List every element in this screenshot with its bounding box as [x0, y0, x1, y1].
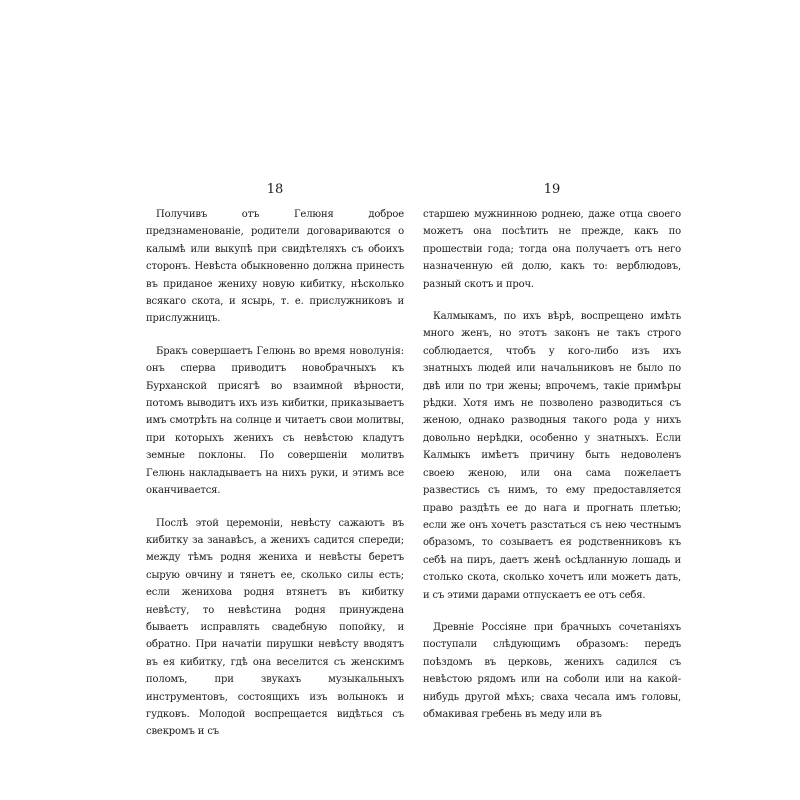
- right-page: [423, 183, 681, 723]
- right-page-body: [423, 206, 681, 723]
- page-number-right: 19: [543, 182, 561, 197]
- paragraph: Древніе Россіяне при брачныхъ сочетаніяхъ поступали слѣдующимъ образомъ: передъ поѣздомъ въ церковь, женихъ садился съ невѣстою рядомъ или на соболи или на какой-нибудь другой мѣхъ; сваха чесала имъ головы, обмакивая гребень въ меду или въ: [423, 621, 681, 720]
- paragraph: старшею мужнинною роднею, даже отца своего можетъ она посѣтить не прежде, какъ по прошествіи года; тогда она получаетъ отъ него назначенную ей долю, какъ то: верблюдовъ, разный скотъ и проч.: [423, 209, 681, 290]
- left-page-body: [146, 206, 404, 741]
- paragraph: Бракъ совершаетъ Гелюнь во время новолунія: онъ сперва приводитъ новобрачныхъ къ Бурханской присягѣ во взаимной вѣрности, потомъ выводитъ ихъ изъ кибитки, приказываетъ имъ смотрѣть на солнце и читаетъ свои молитвы, при которыхъ женихъ съ невѣстою кладутъ земные поклоны. По совершеніи молитвъ Гелюнь накладываетъ на нихъ руки, и этимъ все оканчивается.: [146, 345, 404, 497]
- paragraph: Послѣ этой церемоніи, невѣсту сажаютъ въ кибитку за занавѣсъ, а женихъ садится спереди; между тѣмъ родня жениха и невѣсты беретъ сырую овчину и тянетъ ее, сколько силы есть; если женихова родня втянетъ въ кибитку невѣсту, то невѣстина родня принуждена бываетъ исправлять свадебную попойку, и обратно. При начатіи пирушки невѣсту вводятъ въ ея кибитку, гдѣ она веселится съ женскимъ поломъ, при звукахъ музыкальныхъ инструментовъ, состоящихъ изъ волынокъ и гудковъ. Молодой воспрещается видѣться съ свекромъ и съ: [146, 517, 404, 738]
- paragraph: Калмыкамъ, по ихъ вѣрѣ, воспрещено имѣть много женъ, но этотъ законъ не такъ строго соблюдается, чтобъ у кого-либо изъ ихъ знатныхъ людей или начальниковъ не было по двѣ или по три жены; впрочемъ, такіе примѣры рѣдки. Хотя имъ не позволено разводиться съ женою, однако разводныя такого рода у нихъ довольно нерѣдки, особенно у знатныхъ. Если Калмыкъ имѣетъ причину быть недоволенъ своею женою, или она сама пожелаетъ развестись съ нимъ, то ему предоставляется право раздѣть ее до нага и прогнать плетью; если же онъ хочетъ разстаться съ нею честнымъ образомъ, то созываетъ ея родственниковъ къ себѣ на пиръ, даетъ женѣ осѣдланную лошадь и столько скота, сколько хочетъ или можетъ дать, и съ этими дарами отпускаетъ ее отъ себя.: [423, 311, 681, 601]
- page-number-left: 18: [266, 182, 284, 197]
- left-page: [146, 183, 404, 741]
- paragraph: Получивъ отъ Гелюня доброе предзнаменованіе, родители договариваются о калымѣ или выкупѣ при свидѣтеляхъ съ обоихъ сторонъ. Невѣста обыкновенно должна принесть въ приданое жениху новую кибитку, нѣсколько всякаго скота, и ясырь, т. е. прислужниковъ и прислужницъ.: [146, 209, 404, 325]
